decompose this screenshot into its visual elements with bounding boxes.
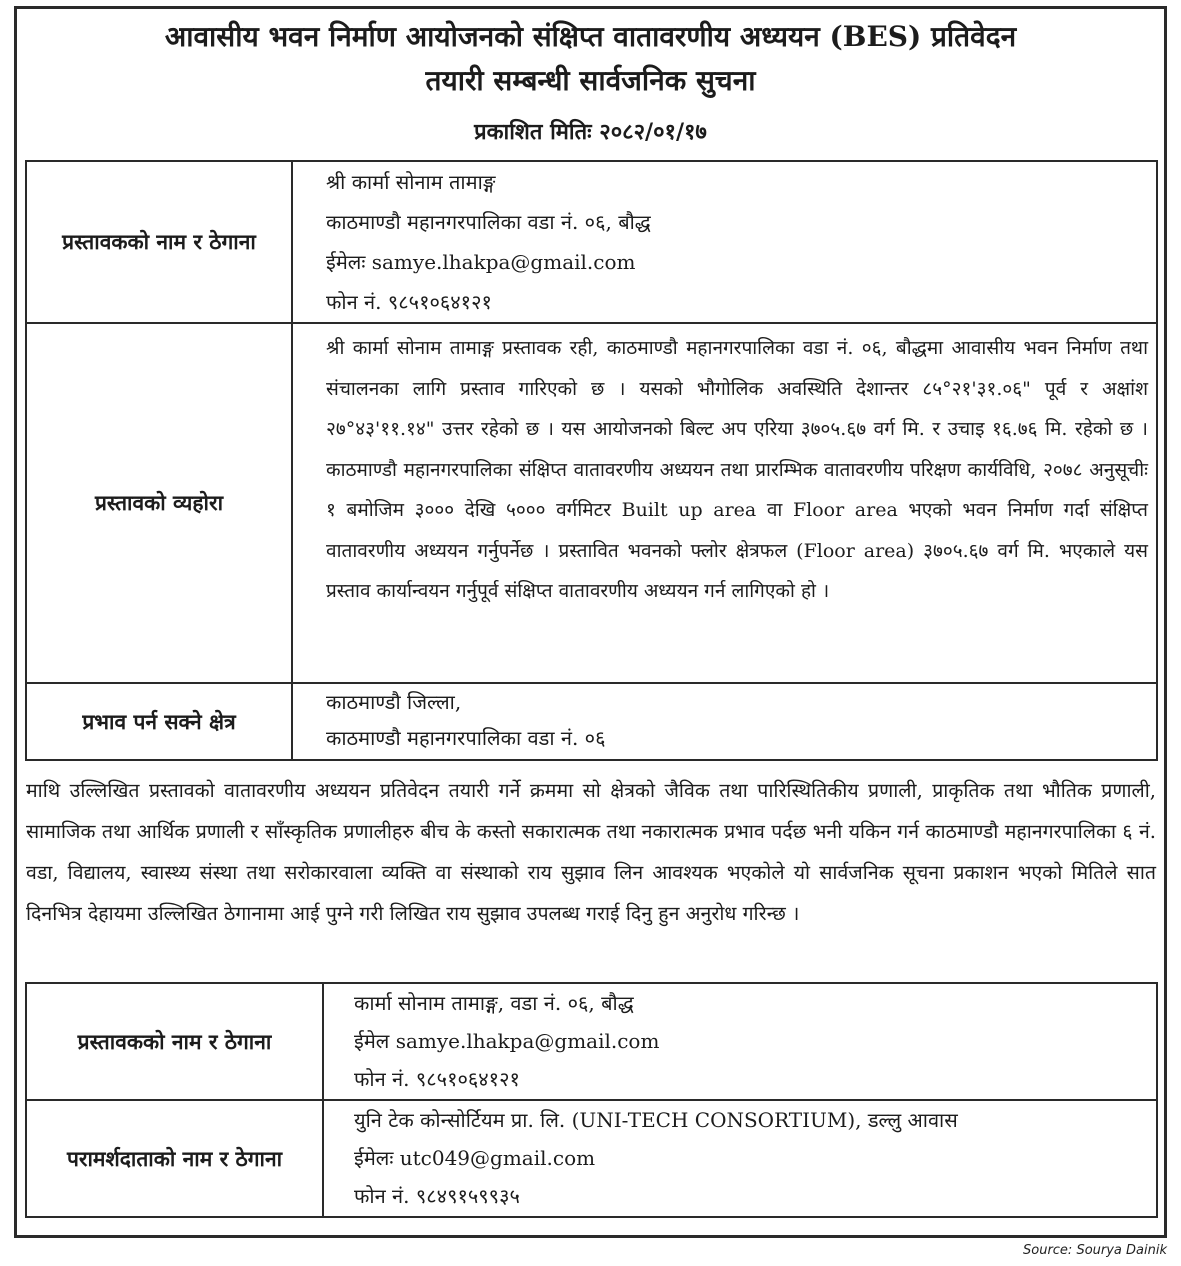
notice-title-line-2: तयारी सम्बन्धी सार्वजनिक सुचना <box>425 64 756 97</box>
notice-title-line-1: आवासीय भवन निर्माण आयोजनको संक्षिप्त वातावरणीय अध्ययन (BES) प्रतिवेदन <box>164 20 1017 53</box>
table-row <box>26 1100 1157 1217</box>
consultant-details <box>323 1100 1157 1217</box>
table-row <box>26 983 1157 1100</box>
proposer-address: काठमाण्डौ महानगरपालिका वडा नं. ०६, बौद्ध <box>326 210 651 234</box>
proposer-phone: फोन नं. ९८५१०६४१२१ <box>326 290 492 314</box>
proposer-label: प्रस्तावकको नाम र ठेगाना <box>26 161 292 323</box>
impact-ward: काठमाण्डौ महानगरपालिका वडा नं. ०६ <box>326 726 606 750</box>
consultant-email: ईमेलः utc049@gmail.com <box>354 1146 596 1170</box>
proposal-label: प्रस्तावको व्यहोरा <box>26 323 292 683</box>
consultant-label: परामर्शदाताको नाम र ठेगाना <box>26 1100 323 1217</box>
consultant-phone: फोन नं. ९८४९१५९९३५ <box>354 1184 520 1208</box>
proposal-description: श्री कार्मा सोनाम तामाङ्ग प्रस्तावक रही, काठमाण्डौ महानगरपालिका वडा नं. ०६, बौद्धमा आवासीय भवन निर्माण तथा संचालनका लागि प्रस्ताव गारिएको छ । यसको भौगोलिक अवस्थिति देशान्तर ८५°२१'३१.०६" पूर्व र अक्षांश २७°४३'११.१४" उत्तर रहेको छ । यस आयोजनको बिल्ट अप एरिया ३७०५.६७ वर्ग मि. र उचाइ १६.७६ मि. रहेको छ । काठमाण्डौ महानगरपालिका संक्षिप्त वातावरणीय अध्ययन तथा प्रारम्भिक वातावरणीय परिक्षण कार्यविधि, २०७८ अनुसूचीः १ बमोजिम ३००० देखि ५००० वर्गमिटर Built up area वा Floor area भएको भवन निर्माण गर्दा संक्षिप्त वातावरणीय अध्ययन गर्नुपर्नेछ । प्रस्तावित भवनको फ्लोर क्षेत्रफल (Floor area) ३७०५.६७ वर्ग मि. भएकाले यस प्रस्ताव कार्यान्वयन गर्नुपूर्व संक्षिप्त वातावरणीय अध्ययन गर्न लागिएको हो । <box>326 337 1148 602</box>
contact-proposer-name: कार्मा सोनाम तामाङ्ग, वडा नं. ०६, बौद्ध <box>354 991 634 1015</box>
table-row <box>26 161 1157 323</box>
proposal-description-cell <box>292 323 1157 683</box>
published-date: प्रकाशित मितिः २०८२/०१/१७ <box>474 119 707 145</box>
impact-area-label: प्रभाव पर्न सक्ने क्षेत्र <box>26 683 292 760</box>
table-row <box>26 683 1157 760</box>
proposer-name: श्री कार्मा सोनाम तामाङ्ग <box>326 170 496 194</box>
proposer-email: ईमेलः samye.lhakpa@gmail.com <box>326 250 636 274</box>
proposer-details <box>292 161 1157 323</box>
body-paragraph: माथि उल्लिखित प्रस्तावको वातावरणीय अध्ययन प्रतिवेदन तयारी गर्ने क्रममा सो क्षेत्रको जैविक तथा पारिस्थितिकीय प्रणाली, प्राकृतिक तथा भौतिक प्रणाली, सामाजिक तथा आर्थिक प्रणाली र साँस्कृतिक प्रणालीहरु बीच के कस्तो सकारात्मक तथा नकारात्मक प्रभाव पर्दछ भनी यकिन गर्न काठमाण्डौ महानगरपालिका ६ नं. वडा, विद्यालय, स्वास्थ्य संस्था तथा सरोकारवाला व्यक्ति वा संस्थाको राय सुझाव लिन आवश्यक भएकोले यो सार्वजनिक सूचना प्रकाशन भएको मितिले सात दिनभित्र देहायमा उल्लिखित ठेगानामा आई पुग्ने गरी लिखित राय सुझाव उपलब्ध गराई दिनु हुन अनुरोध गरिन्छ । <box>26 779 1156 925</box>
source-credit: Source: Sourya Dainik <box>1023 1243 1167 1258</box>
contact-proposer-email: ईमेल samye.lhakpa@gmail.com <box>354 1029 660 1053</box>
contact-proposer-label: प्रस्तावकको नाम र ठेगाना <box>26 983 323 1100</box>
consultant-name: युनि टेक कोन्सोर्टियम प्रा. लि. (UNI-TECH CONSORTIUM), डल्लु आवास <box>354 1108 958 1132</box>
impact-district: काठमाण्डौ जिल्ला, <box>326 690 462 714</box>
contact-table <box>25 982 1158 1218</box>
info-table <box>25 160 1158 761</box>
impact-area-details <box>292 683 1157 760</box>
contact-proposer-details <box>323 983 1157 1100</box>
contact-proposer-phone: फोन नं. ९८५१०६४१२१ <box>354 1067 520 1091</box>
table-row <box>26 323 1157 683</box>
